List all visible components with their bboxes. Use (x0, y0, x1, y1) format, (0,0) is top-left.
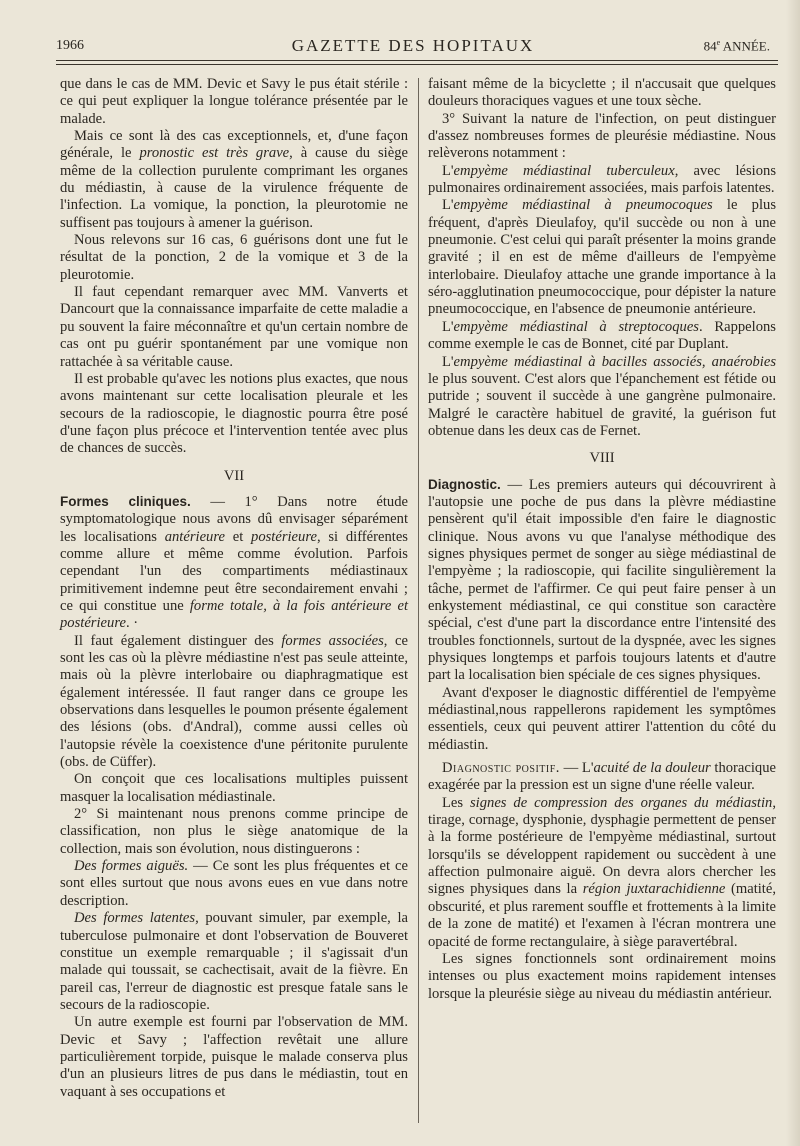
section-heading: Diagnostic. (428, 476, 501, 492)
paragraph: Un autre exemple est fourni par l'observation de MM. Devic et Savy ; l'affection revêtait une allure particulièrement torpide, puisque le malade conserva plus d'un an plusieurs litres de pus dans le médiastin, tout en vaquant à ses occupations et (60, 1014, 408, 1100)
paragraph: Il faut également distinguer des formes associées, ce sont les cas où la plèvre médiastine n'est pas seule atteinte, mais où la plèvre interlobaire ou diaphragmatique est également intéressée. Il faut ranger dans ce groupe les observations dans lesquelles le poumon présente également des lésions (obs. d'Andral), comme aussi celles où l'autopsie révèle la coexistence d'une péritonite purulente (obs. de Cüffer). (60, 632, 408, 771)
paragraph: Les signes de compression des organes du médiastin, tirage, cornage, dysphonie, dysphagie permettent de penser à la forme postérieure de l'empyème médiastinal, surtout lorsqu'ils se développent rapidement ou succèdent à une affection pulmonaire aiguë. On devra alors chercher les signes physiques dans la région juxtarachidienne (matité, obscurité, et plus rarement souffle et frottements à la limite de la zone de matité) et l'examen à l'écran montrera une opacité de forme rectangulaire, à siège paravertébral. (428, 794, 776, 950)
emphasis: pronostic est très grave (139, 145, 290, 162)
page-edge-shadow (786, 0, 800, 1146)
paragraph: Des formes aiguës. — Ce sont les plus fréquentes et ce sont elles surtout que nous avons eues en vue dans notre description. (60, 858, 408, 909)
paragraph: Diagnostic. — Les premiers auteurs qui découvrirent à l'autopsie une poche de pus dans la plèvre médiastine pensèrent qu'il était impossible d'en faire le diagnostic clinique. Nous avons vu que l'analyse méthodique des signes physiques permet de songer au siège médiastinal de l'empyème ; la radioscopie, qui facilite singulièrement la tâche, permet de l'affirmer. Ce qui peut faire penser à un enkystement médiastinal, ce qui constitue son caractère spécial, c'est d'une part la discordance entre l'intensité des troubles fonctionnels, surtout de la dyspnée, avec les signes physiques longtemps et parfois toujours latents et d'autre part la localisation bien spéciale de ces signes physiques. (428, 476, 776, 684)
year-word: ANNÉE. (722, 38, 770, 54)
section-heading: Formes cliniques. (60, 493, 191, 509)
column-divider (418, 78, 419, 1123)
paragraph: Il est probable qu'avec les notions plus exactes, que nous avons maintenant sur cette localisation pleurale et les secours de la radioscopie, le diagnostic pourra être posé d'une façon plus précoce et l'intervention tentée avec plus de chances de succès. (60, 370, 408, 457)
paragraph: On conçoit que ces localisations multiples puissent masquer la localisation médiastinale. (60, 771, 408, 805)
year-label (704, 38, 770, 54)
paragraph: Les signes fonctionnels sont ordinairement moins intenses ou plus exactement moins rapidement intenses lorsque la pleurésie siège au niveau du médiastin antérieur. (428, 950, 776, 1002)
paragraph: Diagnostic positif. — L'acuité de la douleur thoracique exagérée par la pression est un signe d'une réelle valeur. (428, 760, 776, 794)
paragraph: 3° Suivant la nature de l'infection, on peut distinguer d'assez nombreuses formes de pleurésie médiastine. Nous relèverons notamment : (428, 110, 776, 162)
paragraph: Formes cliniques. — 1° Dans notre étude symptomatologique nous avons dû envisager séparément les localisations antérieure et postérieure, si différentes comme allure et même comme évolution. Parfois cependant l'un des compartiments médiastinaux primitivement indemne peut être secondairement envahi ; ce qui constitue une forme totale, à la fois antérieure et postérieure. · (60, 493, 408, 632)
paragraph: faisant même de la bicyclette ; il n'accusait que quelques douleurs thoraciques vagues et une toux sèche. (428, 76, 776, 110)
section-number: VII (223, 467, 245, 484)
header-rule-thin (56, 64, 778, 65)
page-number: 1966 (56, 38, 84, 53)
year-number: 84 (703, 38, 717, 54)
paragraph: que dans le cas de MM. Devic et Savy le pus était stérile : ce qui peut expliquer la longue tolérance présentée par le malade. (60, 76, 408, 127)
paragraph: 2° Si maintenant nous prenons comme principe de classification, non plus le siège anatomique de la collection, mais son évolution, nous distinguerons : (60, 806, 408, 857)
paragraph: L'empyème médiastinal à bacilles associés, anaérobies le plus souvent. C'est alors que l'épanchement est fétide ou putride ; souvent il succède à une gangrène pulmonaire. Malgré le caractère habituel de gravité, la guérison fut obtenue dans les deux cas de Fernet. (428, 353, 776, 439)
paragraph: Mais ce sont là des cas exceptionnels, et, d'une façon générale, le pronostic est très grave, à cause du siège même de la collection purulente comprimant les organes du médiastin, à cause de la virulence fréquente de l'infection. La vomique, la ponction, la pleurotomie ne suffisent pas toujours à amener la guérison. (60, 128, 408, 231)
paragraph: Avant d'exposer le diagnostic différentiel de l'empyème médiastinal,nous rappellerons rapidement les symptômes essentiels, ceux qui peuvent attirer l'attention du côté du médiastin. (428, 684, 776, 753)
journal-title: GAZETTE DES HOPITAUX (291, 36, 535, 55)
subsection-heading: Diagnostic positif. (442, 760, 560, 777)
paragraph: L'empyème médiastinal à streptocoques. Rappelons comme exemple le cas de Bonnet, cité par Duplant. (428, 318, 776, 353)
paragraph: Nous relevons sur 16 cas, 6 guérisons dont une fut le résultat de la ponction, 2 de la vomique et 3 de la pleurotomie. (60, 232, 408, 283)
running-header (56, 36, 770, 58)
paragraph: L'empyème médiastinal tuberculeux, avec lésions pulmonaires ordinairement associées, mais parfois latentes. (428, 162, 777, 197)
section-number: VIII (589, 450, 615, 467)
year-suffix: e (716, 38, 721, 47)
paragraph: L'empyème médiastinal à pneumocoques le plus fréquent, d'après Dieulafoy, qu'il succède ou non à une pneumonie. C'est celui qui paraît présenter la moins grande gravité ; il en est de même d'ailleurs de l'empyème interlobaire. Dieulafoy attache une grande importance à la séro-agglutination pneumococcique, pour dépister la nature pneumococcique, en l'absence de pneumonie antérieure. (428, 197, 776, 318)
header-rule-thick (56, 60, 778, 61)
left-column (60, 76, 408, 1101)
right-column (428, 76, 776, 1003)
paragraph: Il faut cependant remarquer avec MM. Vanverts et Dancourt que la connaissance imparfaite de cette maladie a pu souvent la faire méconnaître et qu'un certain nombre de cas ont pu guérir spontanément par une vomique non rattachée à sa véritable cause. (60, 284, 408, 370)
paragraph: Des formes latentes, pouvant simuler, par exemple, la tuberculose pulmonaire et dont l'observation de Bouveret constitue un exemple remarquable ; il s'agissait d'un malade qui toussait, se cachectisait, avait de la fièvre. En pareil cas, l'erreur de diagnostic est presque fatale sans le secours de la radioscopie. (60, 910, 408, 1013)
